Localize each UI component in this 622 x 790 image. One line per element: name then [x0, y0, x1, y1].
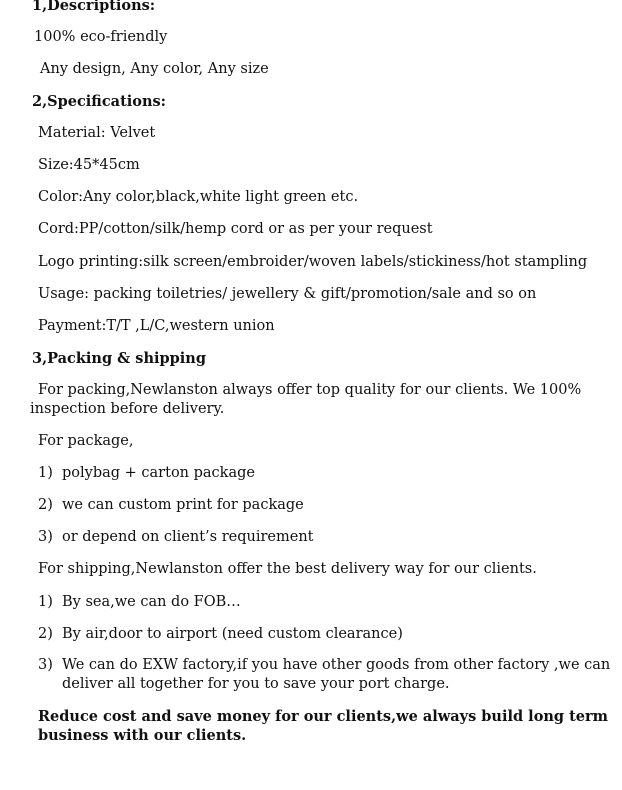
- list-text: By air,door to airport (need custom clearance): [62, 626, 403, 642]
- packing-heading: 3,Packing & shipping: [32, 350, 206, 367]
- spec-logo-printing: Logo printing:silk screen/embroider/woven labels/stickiness/hot stampling: [38, 254, 588, 270]
- closing-line2: business with our clients.: [38, 727, 247, 744]
- spec-cord: Cord:PP/cotton/silk/hemp cord or as per your request: [38, 221, 433, 237]
- package-item: [38, 496, 304, 515]
- shipping-item: [38, 593, 241, 612]
- list-number: 3): [38, 657, 53, 673]
- shipping-label: For shipping,Newlanston offer the best delivery way for our clients.: [38, 561, 537, 577]
- spec-usage: Usage: packing toiletries/ jewellery & gift/promotion/sale and so on: [38, 286, 537, 302]
- descriptions-heading: 1,Descriptions:: [32, 0, 156, 14]
- package-item: [38, 464, 255, 483]
- list-number: 2): [38, 497, 53, 513]
- list-number: 2): [38, 626, 53, 642]
- list-number: 1): [38, 594, 53, 610]
- description-item: 100% eco-friendly: [34, 29, 168, 45]
- specifications-heading: 2,Specifications:: [32, 93, 167, 110]
- shipping-item-continuation: deliver all together for you to save your port charge.: [62, 676, 450, 692]
- description-item: Any design, Any color, Any size: [40, 61, 269, 77]
- package-item: [38, 528, 313, 547]
- list-text: By sea,we can do FOB…: [62, 594, 241, 610]
- spec-color: Color:Any color,black,white light green etc.: [38, 189, 359, 205]
- list-number: 1): [38, 465, 53, 481]
- spec-payment: Payment:T/T ,L/C,western union: [38, 318, 275, 334]
- closing-line1: Reduce cost and save money for our clients,we always build long term: [38, 708, 608, 725]
- spec-material: Material: Velvet: [38, 125, 156, 141]
- packing-intro-line2: inspection before delivery.: [30, 401, 225, 417]
- package-label: For package,: [38, 433, 134, 449]
- list-text: We can do EXW factory,if you have other goods from other factory ,we can: [62, 657, 611, 673]
- packing-intro-line1: For packing,Newlanston always offer top quality for our clients. We 100%: [38, 382, 582, 398]
- list-number: 3): [38, 529, 53, 545]
- shipping-item: [38, 625, 403, 644]
- spec-size: Size:45*45cm: [38, 157, 140, 173]
- list-text: we can custom print for package: [62, 497, 304, 513]
- list-text: polybag + carton package: [62, 465, 255, 481]
- list-text: or depend on client’s requirement: [62, 529, 314, 545]
- shipping-item: [38, 656, 610, 675]
